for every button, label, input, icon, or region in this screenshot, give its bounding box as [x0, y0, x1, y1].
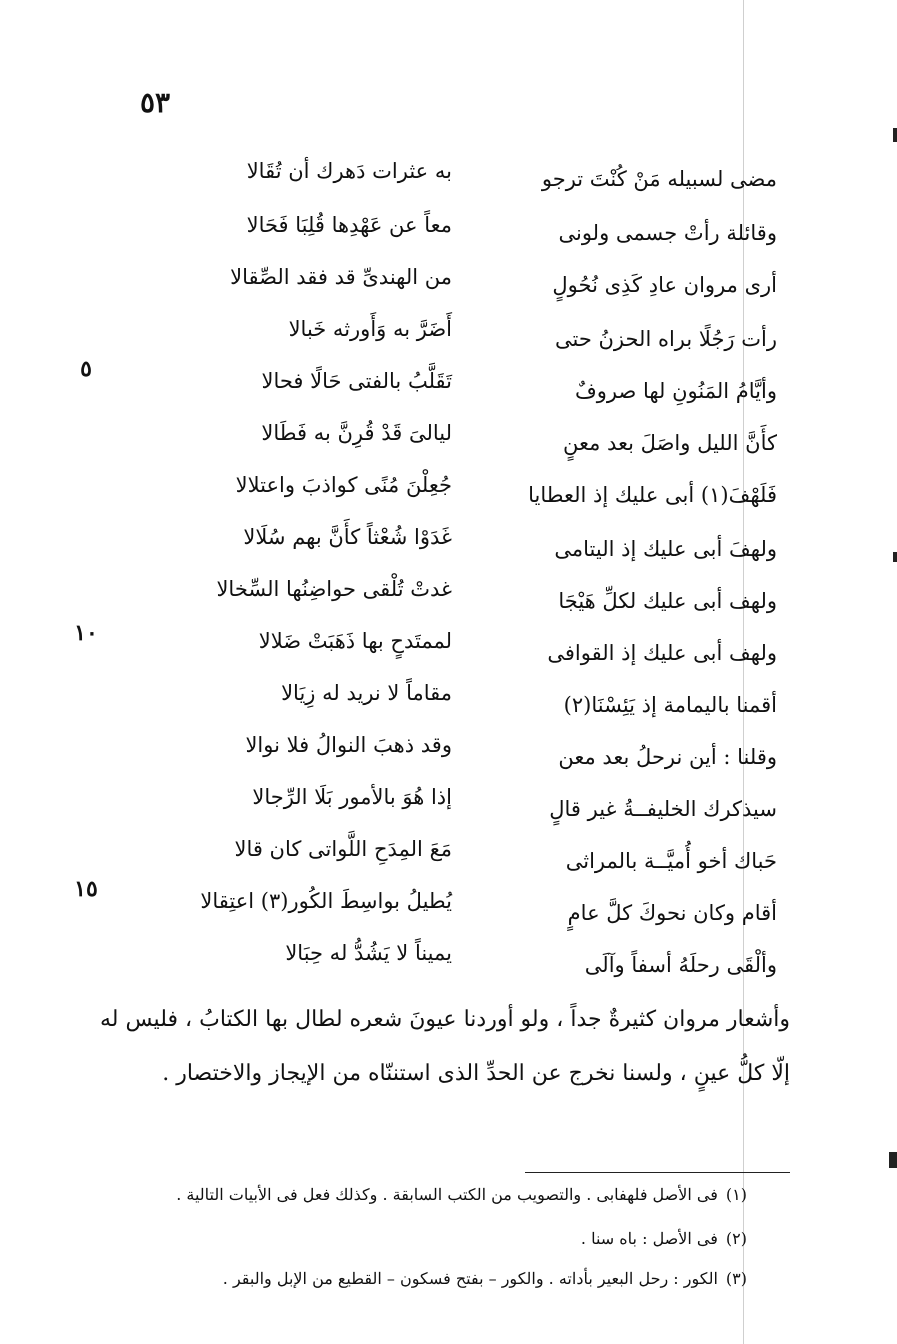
verse-first-hemistich: أقمنا باليمامة إذ يَئِسْنَا(٢) [563, 693, 777, 717]
footnote-text: الكور : رحل البعير بأداته . والكور – بفتح فسكون – القطيع من الإبل والبقر . [222, 1269, 718, 1288]
line-number: ١٥ [74, 876, 98, 902]
footnote-separator [525, 1172, 790, 1173]
verse-first-hemistich: وألْقَى رحلَهُ أسفاً وآلَى [584, 953, 777, 977]
verse-second-hemistich: تَقَلَّبُ بالفتى حَالًا فحالا [261, 369, 452, 393]
verse-second-hemistich: يميناً لا يَشُدُّ له حِبَالا [285, 941, 452, 965]
verse-second-hemistich: أَضَرَّ به وَأَورثه خَبالا [288, 317, 452, 341]
verse-second-hemistich: من الهندىِّ قد فقد الصِّقالا [230, 265, 452, 289]
verse-second-hemistich: ليالىَ قَدْ قُرِنَّ به فَطَالا [261, 421, 452, 445]
footnote-text: فى الأصل : باه سنا . [580, 1229, 718, 1248]
verse-second-hemistich: به عثرات دَهرك أن تُقَالا [246, 159, 452, 183]
footnote [107, 1268, 747, 1290]
footnote-text: فى الأصل فلهفابى . والتصويب من الكتب السابقة . وكذلك فعل فى الأبيات التالية . [176, 1185, 718, 1204]
verse-second-hemistich: لممتَدحٍ بها ذَهَبَتْ ضَلالا [258, 629, 452, 653]
verse-second-hemistich: إذا هُوَ بالأمور بَلَا الرِّجالا [252, 785, 452, 809]
verse-first-hemistich: ولهف أبى عليك إذ القوافى [547, 641, 777, 665]
verse-first-hemistich: وأيَّامُ المَنُونِ لها صروفٌ [574, 379, 777, 403]
verse-second-hemistich: غَدَوْا شُعْثاً كأَنَّ بهم سُلَالا [243, 525, 452, 549]
footnote-number: (٢) [725, 1229, 747, 1248]
verse-first-hemistich: مضى لسبيله مَنْ كُنْتَ ترجو [541, 167, 777, 191]
verse-second-hemistich: وقد ذهبَ النوالُ فلا نوالا [245, 733, 452, 757]
verse-first-hemistich: ولهفَ أبى عليك إذ اليتامى [554, 537, 777, 561]
line-number: ٥ [80, 356, 92, 382]
footnote [107, 1184, 747, 1206]
verse-second-hemistich: مقاماً لا نريد له زِيَالا [281, 681, 452, 705]
verse-first-hemistich: كأَنَّ الليل واصَلَ بعد معنٍ [562, 431, 777, 455]
verse-first-hemistich: وقائلة رأتْ جسمى ولونى [558, 221, 777, 245]
verse-first-hemistich: حَباك أخو أُميَّــة بالمراثى [565, 849, 777, 873]
verse-second-hemistich: جُعِلْنَ مُنًى كواذبَ واعتلالا [235, 473, 452, 497]
edge-mark [889, 1152, 897, 1168]
page-number: ٥٣ [140, 86, 171, 119]
verse-first-hemistich: رأت رَجُلًا براه الحزنُ حتى [555, 327, 777, 351]
verse-second-hemistich: معاً عن عَهْدِها قُلِبَا فَحَالا [246, 213, 452, 237]
verse-first-hemistich: سيذكرك الخليفــةُ غير قالٍ [549, 797, 777, 821]
footnote [107, 1228, 747, 1250]
verse-second-hemistich: غدتْ تُلْقى حواضِنُها السِّخالا [216, 577, 452, 601]
verse-first-hemistich: وقلنا : أين نرحلُ بعد معن [558, 745, 777, 769]
prose-paragraph: وأشعار مروان كثيرةٌ جداً ، ولو أوردنا عيونَ شعره لطال بها الكتابُ ، فليس له إلّا كلُّ عينٍ ، ولسنا نخرج عن الحدِّ الذى استننّاه من الإيجاز والاختصار . [100, 1007, 790, 1086]
verse-second-hemistich: يُطيلُ بواسِطَ الكُور(٣) اعتِقالا [200, 889, 452, 913]
footnote-number: (٣) [725, 1269, 747, 1288]
verse-second-hemistich: مَعَ المِدَحِ اللَّواتى كان قالا [234, 837, 452, 861]
verse-first-hemistich: فَلَهْفَ(١) أبى عليك إذ العطايا [528, 483, 777, 507]
footnote-number: (١) [725, 1185, 747, 1204]
verse-first-hemistich: ولهف أبى عليك لكلِّ هَيْجَا [558, 589, 777, 613]
verse-first-hemistich: أرى مروان عادِ كَذِى نُحُولٍ [552, 273, 777, 297]
line-number: ١٠ [74, 620, 98, 646]
verse-first-hemistich: أقام وكان نحوكَ كلَّ عامٍ [567, 901, 777, 925]
